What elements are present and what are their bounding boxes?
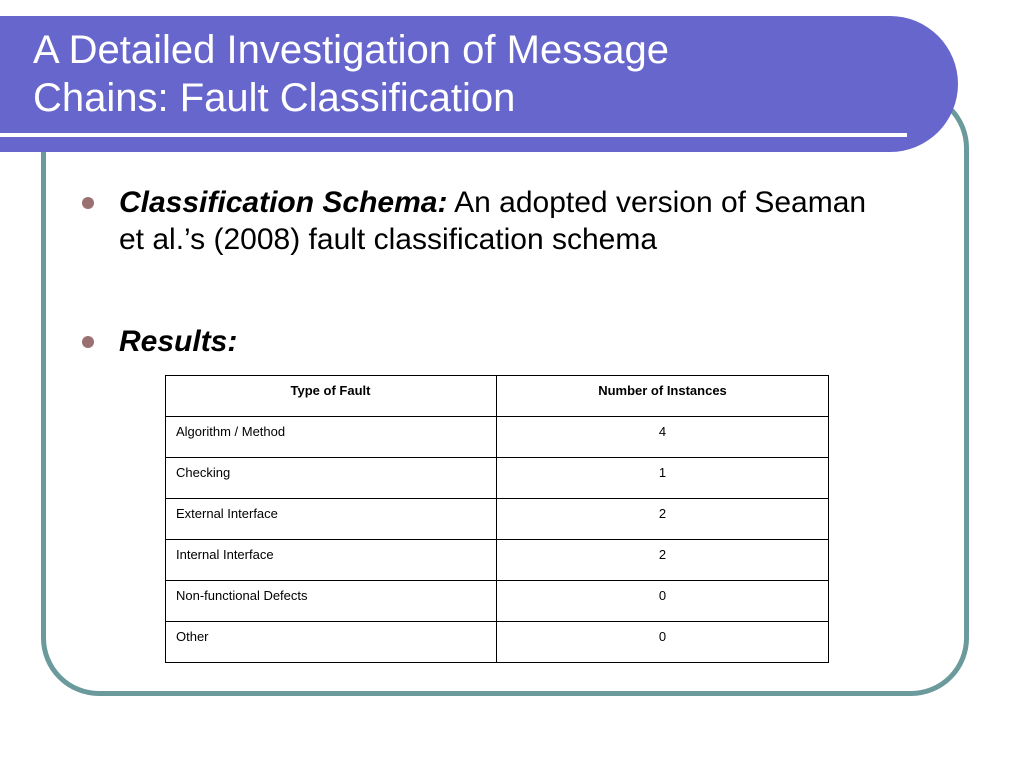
slide-title-line-1: A Detailed Investigation of Message [33, 28, 669, 72]
fault-type-cell: Checking [166, 458, 497, 499]
bullet-text [119, 184, 879, 258]
instance-count-cell: 0 [497, 581, 829, 622]
table-row [166, 458, 829, 499]
bullet-heading: Results: [119, 325, 238, 358]
bullet-dot-icon [82, 336, 94, 348]
bullet-classification-schema [82, 184, 902, 264]
column-header-type-of-fault: Type of Fault [166, 376, 497, 417]
bullet-description: An adopted version of Seaman et al.’s (2008) fault classification schema [119, 186, 867, 256]
table-row [166, 540, 829, 581]
fault-type-cell: Internal Interface [166, 540, 497, 581]
table-body [166, 417, 829, 663]
table-header [166, 376, 829, 417]
table-row [166, 417, 829, 458]
instance-count-cell: 2 [497, 499, 829, 540]
bullet-text [119, 323, 879, 360]
fault-results-table [165, 375, 829, 663]
fault-type-cell: Non-functional Defects [166, 581, 497, 622]
bullet-dot-icon [82, 197, 94, 209]
instance-count-cell: 4 [497, 417, 829, 458]
table-row [166, 499, 829, 540]
table-row [166, 581, 829, 622]
slide-title-line-2: Chains: Fault Classification [33, 76, 516, 120]
table-header-row [166, 376, 829, 417]
column-header-number-of-instances: Number of Instances [497, 376, 829, 417]
title-underline [0, 133, 907, 137]
instance-count-cell: 0 [497, 622, 829, 663]
instance-count-cell: 1 [497, 458, 829, 499]
instance-count-cell: 2 [497, 540, 829, 581]
fault-type-cell: Other [166, 622, 497, 663]
fault-type-cell: External Interface [166, 499, 497, 540]
bullet-results [82, 323, 382, 363]
table-row [166, 622, 829, 663]
fault-type-cell: Algorithm / Method [166, 417, 497, 458]
bullet-heading: Classification Schema: [119, 186, 448, 219]
slide-title [33, 26, 893, 122]
